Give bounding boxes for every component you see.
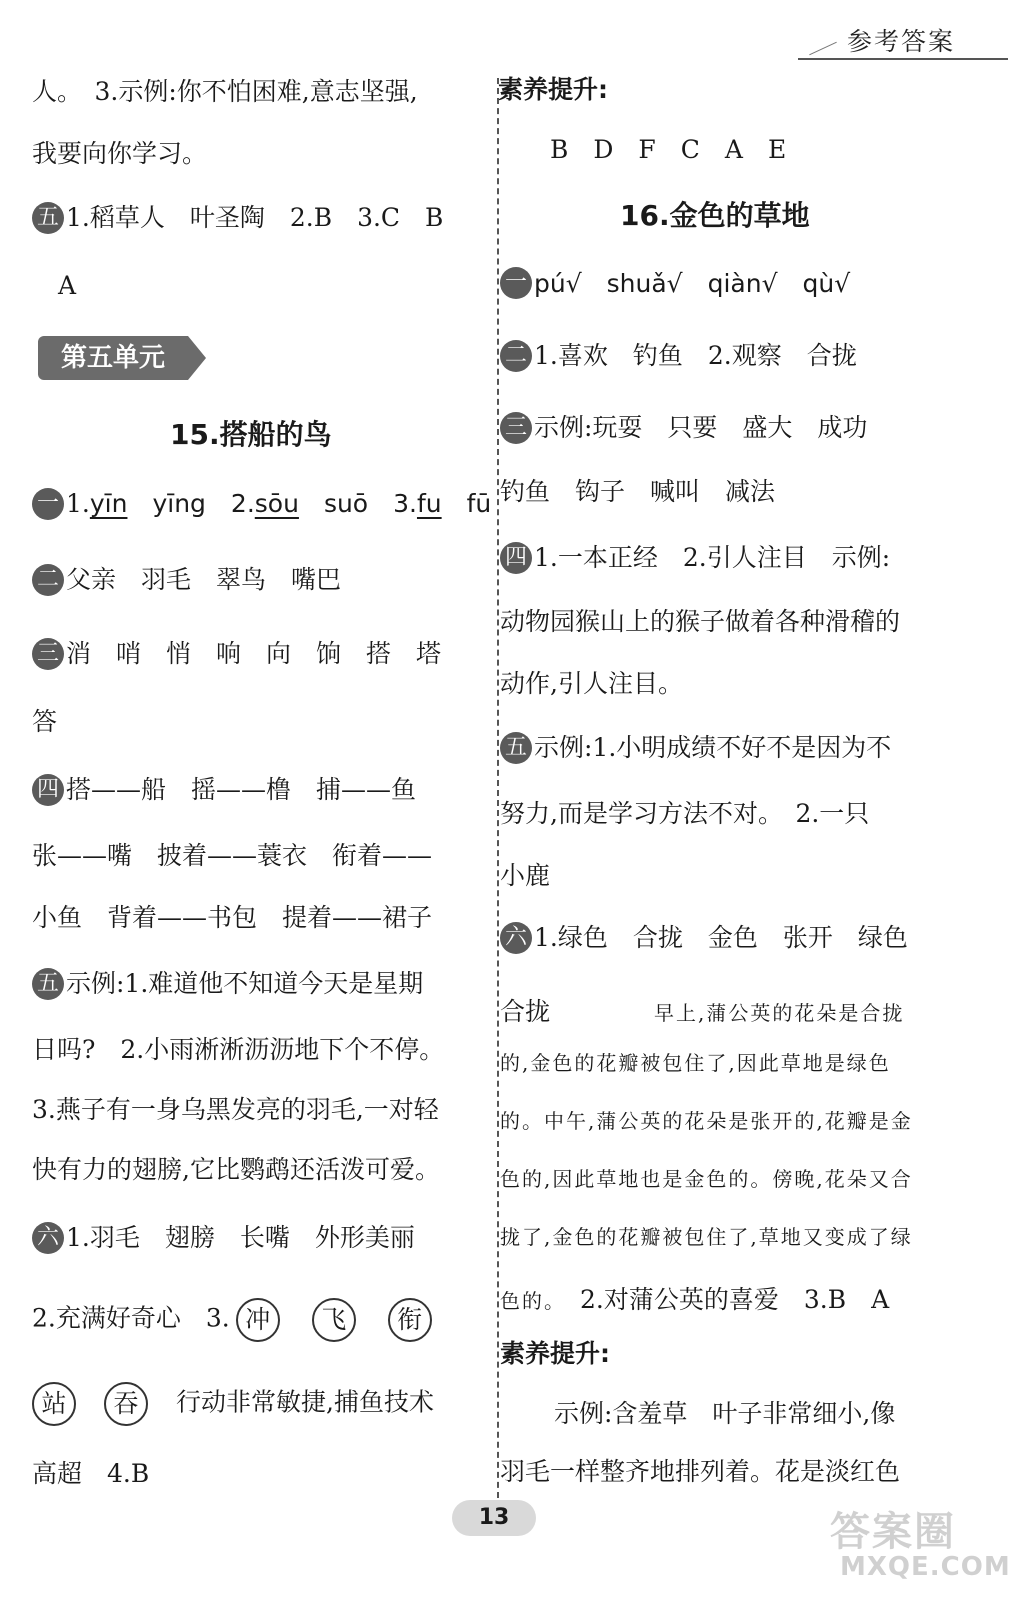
section-title: 素养提升: (500, 1339, 610, 1368)
answer-2 (32, 560, 341, 600)
text-line: 日吗? 2.小雨淅淅沥沥地下个不停。 (32, 1035, 445, 1064)
answer-text: 父亲 羽毛 翠鸟 嘴巴 (66, 565, 342, 594)
small-text: 拢了,金色的花瓣被包住了,草地又变成了绿 (500, 1225, 913, 1249)
page-number: 13 (452, 1500, 536, 1536)
text-line (32, 1382, 434, 1426)
lesson-heading: 15.搭船的鸟 (170, 418, 332, 451)
number-badge: 五 (32, 202, 64, 234)
pinyin: suō 3. (298, 489, 417, 518)
number-badge: 一 (32, 488, 64, 520)
text-line: 动物园猴山上的猴子做着各种滑稽的 (500, 607, 901, 636)
number-badge: 三 (32, 638, 64, 670)
answer-text: 示例:玩耍 只要 盛大 成功 (534, 413, 868, 442)
header-line-accent (809, 42, 837, 56)
number-badge: 六 (500, 922, 532, 954)
number-badge: 四 (500, 542, 532, 574)
text-line: 努力,而是学习方法不对。 2.一只 (500, 799, 870, 828)
answer-text: 搭——船 摇——橹 捕——鱼 (66, 775, 417, 804)
number-badge: 五 (500, 732, 532, 764)
pinyin: yīng 2. (127, 489, 255, 518)
answer-5 (32, 964, 423, 1004)
answer-text: 1.羽毛 翅膀 长嘴 外形美丽 (66, 1223, 415, 1252)
text-line (32, 1298, 438, 1342)
number-badge: 三 (500, 412, 532, 444)
answer-text: 1.喜欢 钓鱼 2.观察 合拢 (534, 341, 857, 370)
answer-6 (32, 1218, 415, 1258)
text-line: 小鹿 (500, 861, 551, 890)
section-title: 素养提升: (498, 75, 608, 104)
circled-char: 吞 (104, 1382, 148, 1426)
circled-char: 飞 (312, 1298, 356, 1342)
column-divider (497, 78, 499, 1518)
pinyin-underlined: fu (416, 489, 442, 518)
header-tag: 参考答案 (846, 27, 955, 56)
answer-1 (32, 484, 491, 524)
answer-text: 行动非常敏捷,捕鱼技术 (176, 1387, 434, 1417)
answer-sequence: B D F C A E (550, 135, 787, 164)
number-badge: 二 (32, 564, 64, 596)
small-text: 早上,蒲公英的花朵是合拢 (654, 1001, 905, 1025)
number-badge: 一 (500, 267, 532, 299)
small-text: 的。中午,蒲公英的花朵是张开的,花瓣是金 (500, 1109, 913, 1133)
circled-char: 站 (32, 1382, 76, 1426)
pinyin: fū (441, 489, 492, 518)
small-text: 的,金色的花瓣被包住了,因此草地是绿色 (500, 1051, 891, 1075)
text-line: 高超 4.B (32, 1459, 150, 1488)
text-line: 钓鱼 钩子 喊叫 减法 (500, 477, 776, 506)
text-line: 答 (32, 707, 58, 736)
text-line: 小鱼 背着——书包 提着——裙子 (32, 903, 433, 932)
answer-5 (500, 728, 891, 768)
answer-2 (500, 336, 857, 376)
answer-5 (32, 198, 443, 238)
text-line: 张——嘴 披着——蓑衣 衔着—— (32, 841, 433, 870)
answer-text: 1.稻草人 叶圣陶 2.B 3.C B (66, 203, 444, 232)
text-line: A (58, 271, 77, 300)
answer-text: pú√ shuǎ√ qiàn√ qù√ (534, 269, 851, 298)
circled-char: 冲 (236, 1298, 280, 1342)
answer-text: 消 哨 悄 响 向 饷 搭 塔 (66, 639, 442, 668)
text-line: 动作,引人注目。 (500, 669, 683, 698)
text-line: 羽毛一样整齐地排列着。花是淡红色 (500, 1457, 901, 1486)
text-line: 示例:含羞草 叶子非常细小,像 (554, 1399, 896, 1428)
answer-3 (32, 634, 441, 674)
watermark-url: MXQE.COM (840, 1552, 1011, 1582)
answer-text: 2.充满好奇心 3. (32, 1303, 230, 1333)
answer-3 (500, 408, 867, 448)
text-line: 人。 3.示例:你不怕困难,意志坚强, (32, 77, 418, 106)
answer-text: 1. (66, 489, 90, 518)
small-text: 色的。 (500, 1289, 566, 1313)
pinyin-underlined: yīn (89, 489, 128, 518)
answer-6 (500, 918, 908, 958)
answer-text: 示例:1.小明成绩不好不是因为不 (534, 733, 892, 762)
small-text: 色的,因此草地也是金色的。傍晚,花朵又合 (500, 1167, 913, 1191)
answer-text: 示例:1.难道他不知道今天是星期 (66, 969, 424, 998)
number-badge: 二 (500, 340, 532, 372)
watermark-text: 答案圈 (830, 1509, 956, 1555)
text-line (500, 1272, 889, 1330)
unit-label: 第五单元 (38, 336, 188, 380)
circled-char: 衔 (388, 1298, 432, 1342)
watermark (830, 1500, 1010, 1590)
text-line: 快有力的翅膀,它比鹦鹉还活泼可爱。 (32, 1155, 440, 1184)
pinyin-underlined: sōu (254, 489, 299, 518)
answer-4 (32, 770, 416, 810)
answer-text: 2.对蒲公英的喜爱 3.B A (580, 1285, 890, 1314)
header-line (798, 58, 1008, 60)
answer-4 (500, 538, 890, 578)
number-badge: 五 (32, 968, 64, 1000)
number-badge: 六 (32, 1222, 64, 1254)
answer-text: 1.绿色 合拢 金色 张开 绿色 (534, 923, 908, 952)
answer-text: 1.一本正经 2.引人注目 示例: (534, 543, 891, 572)
answer-1 (500, 264, 850, 304)
text-line: 我要向你学习。 (32, 139, 208, 168)
text-line: 3.燕子有一身乌黑发亮的羽毛,一对轻 (32, 1095, 439, 1124)
answer-text: 合拢 (500, 997, 551, 1026)
number-badge: 四 (32, 774, 64, 806)
lesson-heading: 16.金色的草地 (620, 199, 810, 232)
